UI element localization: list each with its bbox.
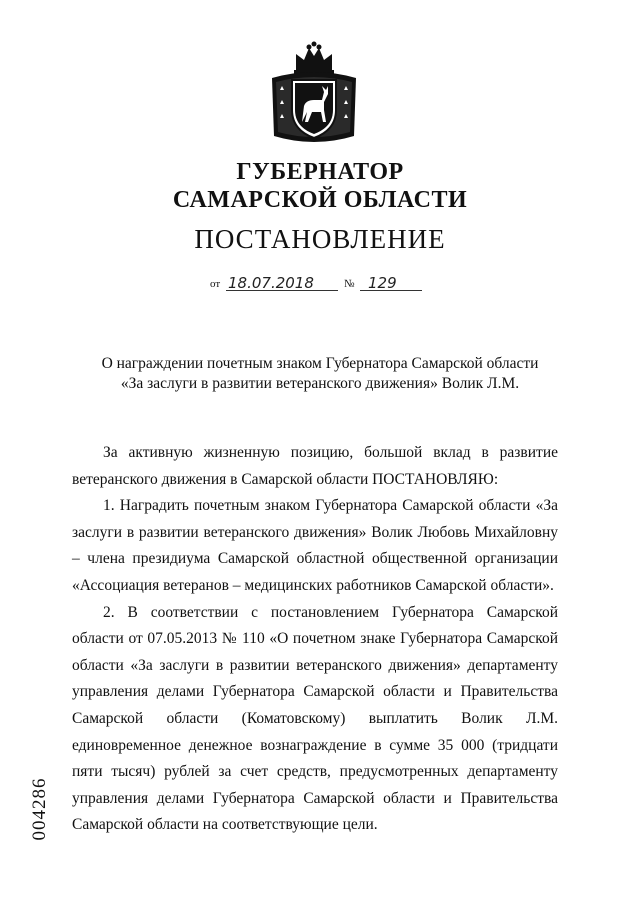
preamble-paragraph: За активную жизненную позицию, большой вклад в развитие ветеранского движения в Самарской области ПОСТАНОВЛЯЮ: — [72, 444, 558, 488]
document-type-heading: ПОСТАНОВЛЕНИЕ — [194, 224, 446, 254]
margin-registration-number — [26, 774, 54, 844]
document-subject — [0, 354, 640, 394]
samara-coat-of-arms-icon — [266, 40, 362, 152]
issuer-title-line2: САМАРСКОЙ ОБЛАСТИ — [172, 187, 468, 213]
margin-stamp-text: 004286 — [29, 777, 50, 841]
document-body — [72, 440, 558, 839]
subject-line1: О награждении почетным знаком Губернатора Самарской области — [101, 355, 539, 372]
date-value: 18.07.2018 — [228, 274, 314, 292]
item-1-paragraph: 1. Наградить почетным знаком Губернатора Самарской области «За заслуги в развитии ветеранского движения» Волик Любовь Михайловну – члена президиума Самарской областной общественной организации «Ассоциация ветеранов – медицинских работников Самарской области». — [72, 497, 558, 594]
number-prefix: № — [344, 278, 355, 290]
subject-line2: «За заслуги в развитии ветеранского движения» Волик Л.М. — [120, 375, 520, 392]
item-2-paragraph: 2. В соответствии с постановлением Губернатора Самарской области от 07.05.2013 № 110 «О почетном знаке Губернатора Самарской области «За заслуги в развитии ветеранского движения» департаменту управления делами Губернатора Самарской области и Правительства Самарской области (Коматовскому) выплатить Волик Л.М. единовременное денежное вознаграждение в сумме 35 000 (тридцати пяти тысяч) рублей за счет средств, предусмотренных департаменту управления делами Губернатора Самарской области и Правительства Самарской области на соответствующие цели. — [72, 603, 558, 834]
number-value: 129 — [368, 274, 397, 292]
issuer-title-line1: ГУБЕРНАТОР — [236, 159, 404, 185]
date-number-line — [210, 270, 450, 294]
date-prefix: от — [210, 278, 221, 290]
